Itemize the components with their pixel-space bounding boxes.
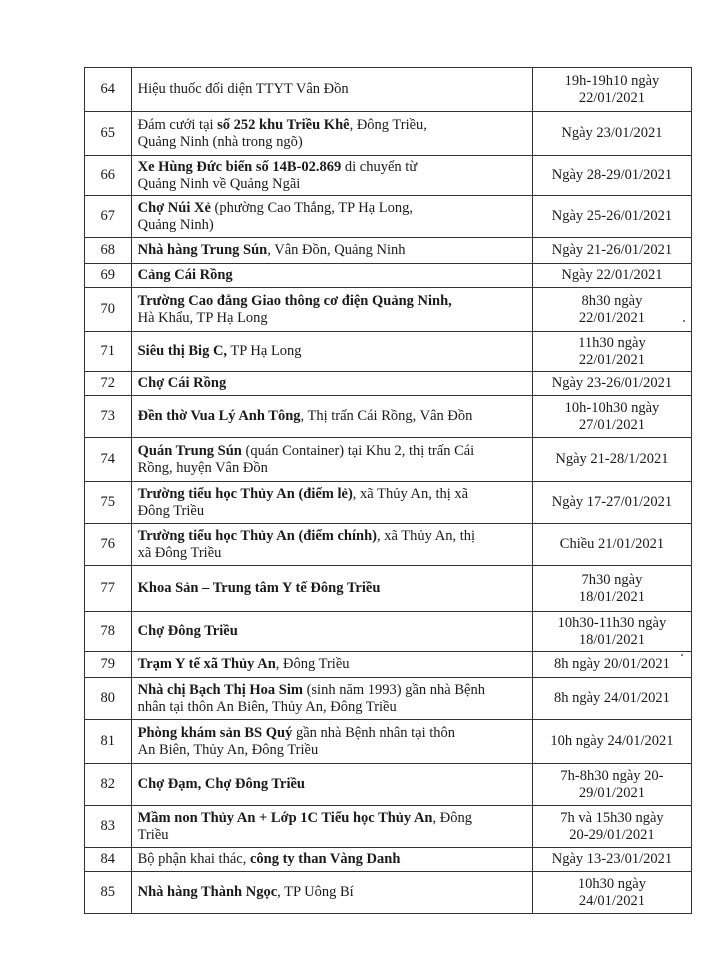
time-line: Ngày 25-26/01/2021 bbox=[551, 208, 673, 224]
row-number: 70 bbox=[85, 288, 132, 332]
time-line: 11h30 ngày bbox=[578, 334, 646, 351]
table-row bbox=[85, 764, 692, 806]
location-detail: , xã Thủy An, thị xã bbox=[352, 485, 469, 502]
time-line: 8h30 ngày bbox=[581, 292, 643, 309]
time-line: 22/01/2021 bbox=[578, 351, 645, 368]
row-number: 85 bbox=[85, 872, 132, 914]
location-cell bbox=[131, 112, 532, 156]
row-number: 68 bbox=[85, 238, 132, 264]
time-cell bbox=[532, 288, 691, 332]
row-number: 79 bbox=[85, 652, 132, 678]
table-row bbox=[85, 612, 692, 652]
table-row bbox=[85, 438, 692, 482]
location-detail: (sinh năm 1993) gần nhà Bệnh bbox=[302, 681, 485, 698]
time-line: 8h ngày 24/01/2021 bbox=[553, 690, 670, 706]
table-row bbox=[85, 68, 692, 112]
time-cell bbox=[532, 720, 691, 764]
location-name: Trường Cao đẳng Giao thông cơ điện Quảng Ninh, bbox=[137, 292, 452, 309]
row-number: 73 bbox=[85, 396, 132, 438]
row-number: 78 bbox=[85, 612, 132, 652]
table-row bbox=[85, 524, 692, 566]
time-cell bbox=[532, 238, 691, 264]
table-row bbox=[85, 288, 692, 332]
location-name: Nhà hàng Thành Ngọc bbox=[137, 884, 278, 900]
time-cell bbox=[532, 482, 691, 524]
row-number: 66 bbox=[85, 156, 132, 196]
location-detail: Bộ phận khai thác, bbox=[137, 851, 250, 867]
table-row bbox=[85, 264, 692, 288]
location-cell bbox=[131, 264, 532, 288]
time-line: 8h ngày 20/01/2021 bbox=[553, 656, 670, 672]
table-row bbox=[85, 112, 692, 156]
time-cell bbox=[532, 612, 691, 652]
location-name: Cảng Cái Rồng bbox=[137, 267, 233, 283]
time-cell bbox=[532, 566, 691, 612]
location-name: Trường tiểu học Thủy An (điểm lẻ) bbox=[137, 485, 353, 502]
table-row bbox=[85, 396, 692, 438]
location-name: Phòng khám sản BS Quý bbox=[137, 724, 293, 741]
time-line: Ngày 17-27/01/2021 bbox=[551, 494, 673, 510]
location-cell bbox=[131, 372, 532, 396]
location-name: Chợ Đông Triều bbox=[137, 623, 238, 639]
location-name: công ty than Vàng Danh bbox=[249, 851, 401, 867]
location-cell bbox=[131, 196, 532, 238]
row-number: 72 bbox=[85, 372, 132, 396]
time-cell bbox=[532, 196, 691, 238]
row-number: 84 bbox=[85, 848, 132, 872]
location-name: Mầm non Thủy An + Lớp 1C Tiểu học Thủy An bbox=[137, 809, 433, 826]
time-cell bbox=[532, 524, 691, 566]
time-cell bbox=[532, 264, 691, 288]
location-cell bbox=[131, 332, 532, 372]
time-line: Ngày 28-29/01/2021 bbox=[551, 167, 673, 183]
location-cell bbox=[131, 806, 532, 848]
location-detail: TP Hạ Long bbox=[227, 343, 302, 359]
location-name: Đền thờ Vua Lý Anh Tông bbox=[137, 408, 301, 424]
location-detail: , Đông bbox=[432, 809, 472, 826]
table-row bbox=[85, 720, 692, 764]
row-number: 65 bbox=[85, 112, 132, 156]
location-name: Chợ Núi Xẻ bbox=[137, 199, 211, 216]
time-line: Ngày 21-28/1/2021 bbox=[555, 451, 669, 467]
time-line: 22/01/2021 bbox=[578, 89, 645, 106]
location-detail: , Thị trấn Cái Rồng, Vân Đồn bbox=[300, 408, 473, 424]
location-cell bbox=[131, 872, 532, 914]
location-cell bbox=[131, 652, 532, 678]
row-number: 76 bbox=[85, 524, 132, 566]
location-name: Chợ Đạm, Chợ Đông Triều bbox=[137, 776, 305, 792]
table-row bbox=[85, 482, 692, 524]
row-number: 75 bbox=[85, 482, 132, 524]
time-line: 10h-10h30 ngày bbox=[564, 399, 660, 416]
location-cell bbox=[131, 238, 532, 264]
time-cell bbox=[532, 68, 691, 112]
table-row bbox=[85, 196, 692, 238]
row-number: 82 bbox=[85, 764, 132, 806]
time-cell bbox=[532, 806, 691, 848]
row-number: 74 bbox=[85, 438, 132, 482]
row-number: 69 bbox=[85, 264, 132, 288]
time-line: Ngày 13-23/01/2021 bbox=[551, 851, 673, 867]
location-detail: , xã Thủy An, thị bbox=[377, 527, 476, 544]
location-cell bbox=[131, 720, 532, 764]
time-line: 29/01/2021 bbox=[578, 784, 645, 801]
location-detail: di chuyển từ bbox=[341, 158, 418, 175]
row-number: 83 bbox=[85, 806, 132, 848]
location-cell bbox=[131, 156, 532, 196]
location-detail: Hiệu thuốc đối diện TTYT Vân Đồn bbox=[137, 81, 349, 97]
time-cell bbox=[532, 872, 691, 914]
location-detail: Quảng Ninh (nhà trong ngõ) bbox=[137, 133, 303, 150]
row-number: 64 bbox=[85, 68, 132, 112]
time-line: 7h-8h30 ngày 20- bbox=[560, 767, 664, 784]
location-detail: (quán Container) tại Khu 2, thị trấn Cái bbox=[241, 442, 475, 459]
table-row bbox=[85, 332, 692, 372]
row-number: 77 bbox=[85, 566, 132, 612]
location-detail: An Biên, Thủy An, Đông Triều bbox=[137, 741, 319, 758]
location-name: số 252 khu Triều Khê bbox=[217, 116, 350, 133]
location-detail: Quảng Ninh) bbox=[137, 216, 214, 233]
location-detail: Hà Khẩu, TP Hạ Long bbox=[137, 309, 268, 326]
time-cell bbox=[532, 652, 691, 678]
location-detail: gần nhà Bệnh nhân tại thôn bbox=[292, 724, 456, 741]
location-cell bbox=[131, 612, 532, 652]
table-row bbox=[85, 652, 692, 678]
table-row bbox=[85, 238, 692, 264]
time-line: 10h30-11h30 ngày bbox=[557, 614, 667, 631]
location-cell bbox=[131, 764, 532, 806]
time-line: Ngày 23-26/01/2021 bbox=[551, 375, 673, 391]
location-name: Nhà hàng Trung Sún bbox=[137, 242, 268, 258]
table-row bbox=[85, 848, 692, 872]
time-line: 27/01/2021 bbox=[578, 416, 645, 433]
location-name: Khoa Sản – Trung tâm Y tế Đông Triều bbox=[137, 580, 381, 596]
time-cell bbox=[532, 332, 691, 372]
scan-speck bbox=[681, 654, 683, 656]
location-name: Siêu thị Big C, bbox=[137, 343, 228, 359]
row-number: 81 bbox=[85, 720, 132, 764]
time-line: 22/01/2021 bbox=[578, 309, 645, 326]
location-cell bbox=[131, 524, 532, 566]
time-line: 24/01/2021 bbox=[578, 892, 645, 909]
row-number: 71 bbox=[85, 332, 132, 372]
table-row bbox=[85, 806, 692, 848]
location-cell bbox=[131, 288, 532, 332]
table-row bbox=[85, 872, 692, 914]
location-name: Quán Trung Sún bbox=[137, 442, 242, 459]
location-detail: Quảng Ninh về Quảng Ngãi bbox=[137, 175, 301, 192]
time-line: Chiều 21/01/2021 bbox=[559, 536, 665, 552]
location-cell bbox=[131, 678, 532, 720]
location-name: Chợ Cái Rồng bbox=[137, 375, 227, 391]
time-cell bbox=[532, 848, 691, 872]
time-line: 18/01/2021 bbox=[578, 631, 645, 648]
location-detail: , Đông Triều, bbox=[349, 116, 427, 133]
location-cell bbox=[131, 438, 532, 482]
row-number: 80 bbox=[85, 678, 132, 720]
table-row bbox=[85, 678, 692, 720]
location-detail: (phường Cao Thắng, TP Hạ Long, bbox=[210, 199, 414, 216]
table-row bbox=[85, 372, 692, 396]
row-number: 67 bbox=[85, 196, 132, 238]
time-line: 20-29/01/2021 bbox=[569, 826, 655, 843]
locations-table bbox=[84, 67, 692, 914]
location-detail: Triều bbox=[137, 826, 169, 843]
time-line: 10h ngày 24/01/2021 bbox=[550, 733, 674, 749]
time-cell bbox=[532, 764, 691, 806]
location-cell bbox=[131, 482, 532, 524]
location-detail: Đông Triều bbox=[137, 502, 205, 519]
time-cell bbox=[532, 372, 691, 396]
location-name: Trạm Y tế xã Thủy An bbox=[137, 656, 276, 672]
location-detail: , TP Uông Bí bbox=[277, 884, 354, 900]
time-line: 18/01/2021 bbox=[578, 588, 645, 605]
time-cell bbox=[532, 112, 691, 156]
table-row bbox=[85, 566, 692, 612]
location-cell bbox=[131, 848, 532, 872]
time-line: Ngày 22/01/2021 bbox=[561, 267, 663, 283]
scan-speck bbox=[683, 320, 685, 322]
location-detail: , Vân Đồn, Quảng Ninh bbox=[267, 242, 406, 258]
location-detail: xã Đông Triều bbox=[137, 544, 222, 561]
location-cell bbox=[131, 396, 532, 438]
time-cell bbox=[532, 396, 691, 438]
time-cell bbox=[532, 438, 691, 482]
location-cell bbox=[131, 566, 532, 612]
location-name: Xe Hùng Đức biển số 14B-02.869 bbox=[137, 158, 342, 175]
table-row bbox=[85, 156, 692, 196]
time-line: 7h30 ngày bbox=[581, 571, 643, 588]
location-detail: Rồng, huyện Vân Đồn bbox=[137, 459, 268, 476]
location-detail: Đám cưới tại bbox=[137, 116, 218, 133]
time-line: 7h và 15h30 ngày bbox=[560, 809, 664, 826]
location-detail: nhân tại thôn An Biên, Thủy An, Đông Triều bbox=[137, 698, 397, 715]
time-cell bbox=[532, 156, 691, 196]
location-name: Nhà chị Bạch Thị Hoa Sim bbox=[137, 681, 303, 698]
time-line: Ngày 23/01/2021 bbox=[561, 125, 663, 141]
time-cell bbox=[532, 678, 691, 720]
time-line: 10h30 ngày bbox=[577, 875, 646, 892]
table-body bbox=[85, 68, 692, 914]
location-name: Trường tiểu học Thủy An (điểm chính) bbox=[137, 527, 377, 544]
location-cell bbox=[131, 68, 532, 112]
location-detail: , Đông Triều bbox=[275, 656, 350, 672]
time-line: 19h-19h10 ngày bbox=[564, 72, 660, 89]
time-line: Ngày 21-26/01/2021 bbox=[551, 242, 673, 258]
